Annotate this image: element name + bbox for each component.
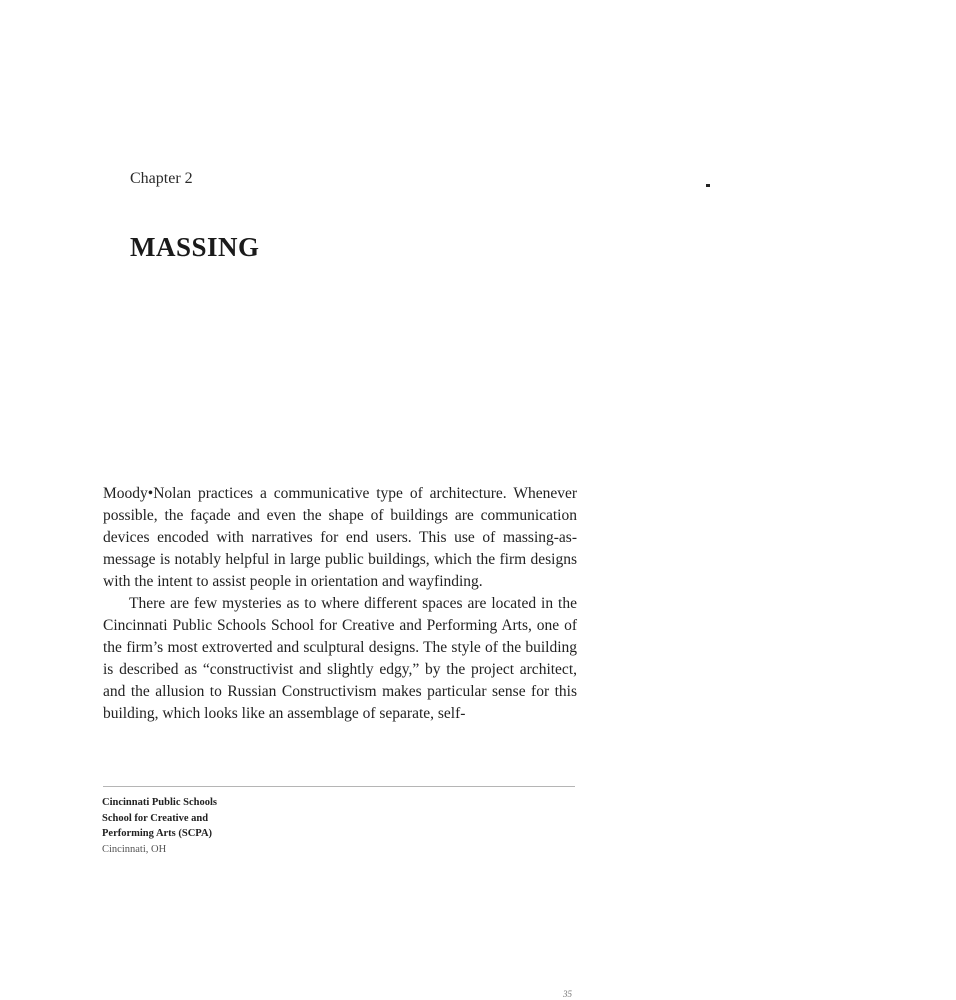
caption-divider [103, 786, 575, 787]
chapter-title: MASSING [130, 232, 260, 262]
paragraph-1: Moody•Nolan practices a communicative type of architecture. Whenever possible, the façade and even the shape of buildings are communication devices encoded with narratives for end users. This use of massing-as-message is notably helpful in large public buildings, which the firm designs with the intent to assist people in orientation and wayfinding. [103, 485, 577, 590]
body-text [103, 483, 577, 725]
chapter-label: Chapter 2 [130, 170, 193, 187]
image-caption [102, 795, 217, 857]
caption-line-3: Performing Arts (SCPA) [102, 828, 213, 839]
paragraph-2: There are few mysteries as to where different spaces are located in the Cincinnati Public Schools School for Creative and Performing Arts, one of the firm’s most extroverted and sculptural designs. The style of the building is described as “constructivist and slightly edgy,” by the project architect, and the allusion to Russian Constructivism makes particular sense for this building, which looks like an assemblage of separate, self- [103, 595, 577, 722]
caption-line-2: School for Creative and [102, 812, 209, 824]
caption-location: Cincinnati, OH [102, 843, 167, 855]
page-number: 35 [563, 989, 572, 999]
caption-line-1: Cincinnati Public Schools [102, 797, 217, 808]
scan-speck [706, 184, 710, 187]
